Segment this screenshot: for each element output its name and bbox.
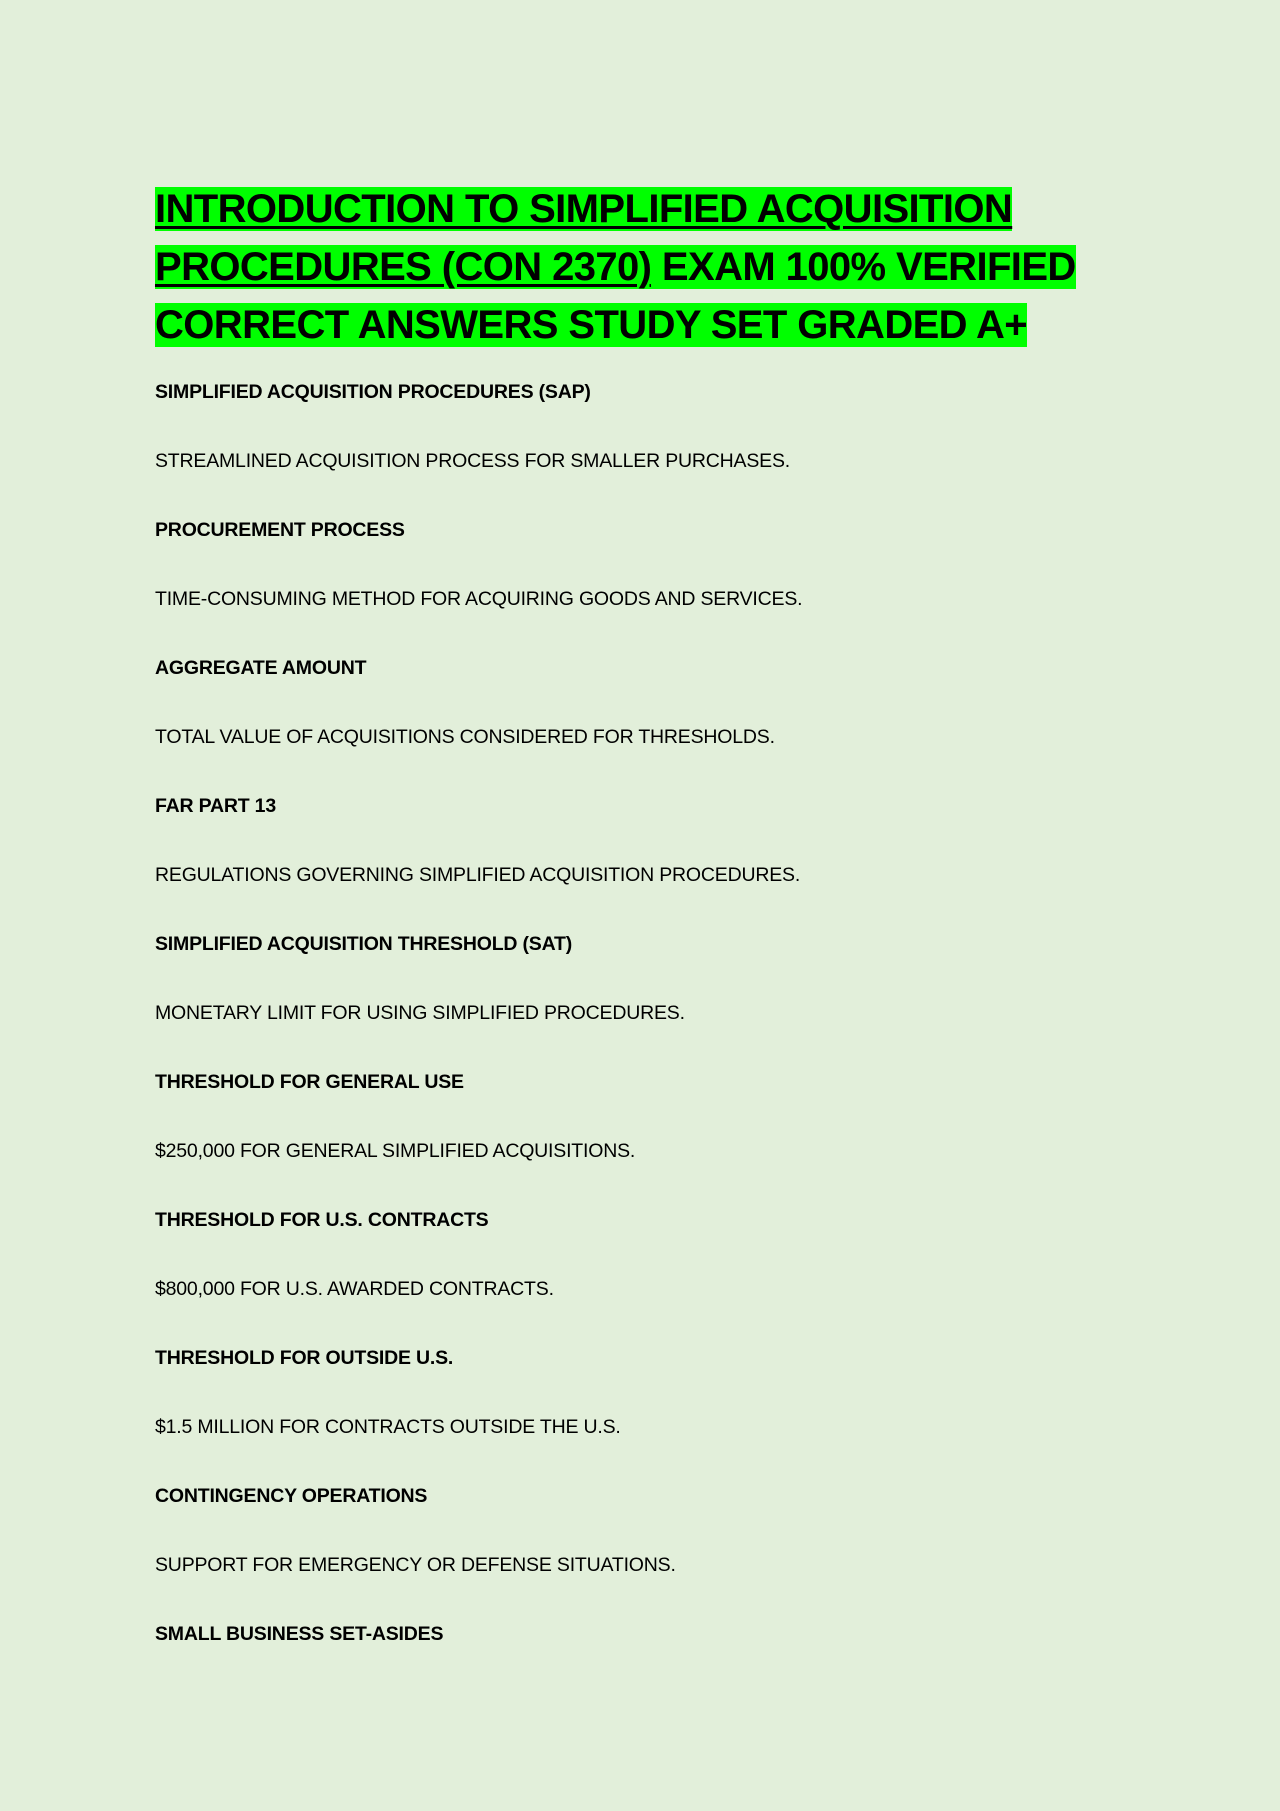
definition-text: TOTAL VALUE OF ACQUISITIONS CONSIDERED FOR THRESHOLDS. [155,726,775,748]
term-text: PROCUREMENT PROCESS [155,519,405,541]
term-text: CONTINGENCY OPERATIONS [155,1485,428,1507]
list-item [155,794,1140,887]
list-item [155,1346,1140,1439]
term-text: THRESHOLD FOR U.S. CONTRACTS [155,1209,489,1231]
term-text: THRESHOLD FOR GENERAL USE [155,1071,464,1093]
definition-text: $250,000 FOR GENERAL SIMPLIFIED ACQUISITIONS. [155,1140,636,1162]
title-text: EXAM 100% VERIFIED CORRECT ANSWERS STUDY SET GRADED A+ [155,245,1076,347]
definition-text: $1.5 MILLION FOR CONTRACTS OUTSIDE THE U.S. [155,1416,621,1438]
term-text: SMALL BUSINESS SET-ASIDES [155,1623,444,1645]
term-text: AGGREGATE AMOUNT [155,657,367,679]
definition-text: $800,000 FOR U.S. AWARDED CONTRACTS. [155,1278,554,1300]
list-item [155,656,1140,749]
list-item [155,1484,1140,1577]
definition-text: SUPPORT FOR EMERGENCY OR DEFENSE SITUATIONS. [155,1554,676,1576]
list-item [155,932,1140,1025]
definition-text: REGULATIONS GOVERNING SIMPLIFIED ACQUISITION PROCEDURES. [155,864,801,886]
list-item [155,1208,1140,1301]
term-text: FAR PART 13 [155,795,276,817]
title-underlined-text: INTRODUCTION TO SIMPLIFIED ACQUISITION PROCEDURES (CON 2370) [155,187,1013,289]
document-title [155,180,1140,354]
list-item [155,518,1140,611]
list-item [155,1622,1140,1646]
list-item [155,1070,1140,1163]
qa-list [155,380,1140,1646]
definition-text: STREAMLINED ACQUISITION PROCESS FOR SMALLER PURCHASES. [155,450,790,472]
term-text: THRESHOLD FOR OUTSIDE U.S. [155,1347,454,1369]
definition-text: TIME-CONSUMING METHOD FOR ACQUIRING GOODS AND SERVICES. [155,588,803,610]
list-item [155,380,1140,473]
term-text: SIMPLIFIED ACQUISITION PROCEDURES (SAP) [155,381,591,403]
term-text: SIMPLIFIED ACQUISITION THRESHOLD (SAT) [155,933,573,955]
definition-text: MONETARY LIMIT FOR USING SIMPLIFIED PROCEDURES. [155,1002,685,1024]
